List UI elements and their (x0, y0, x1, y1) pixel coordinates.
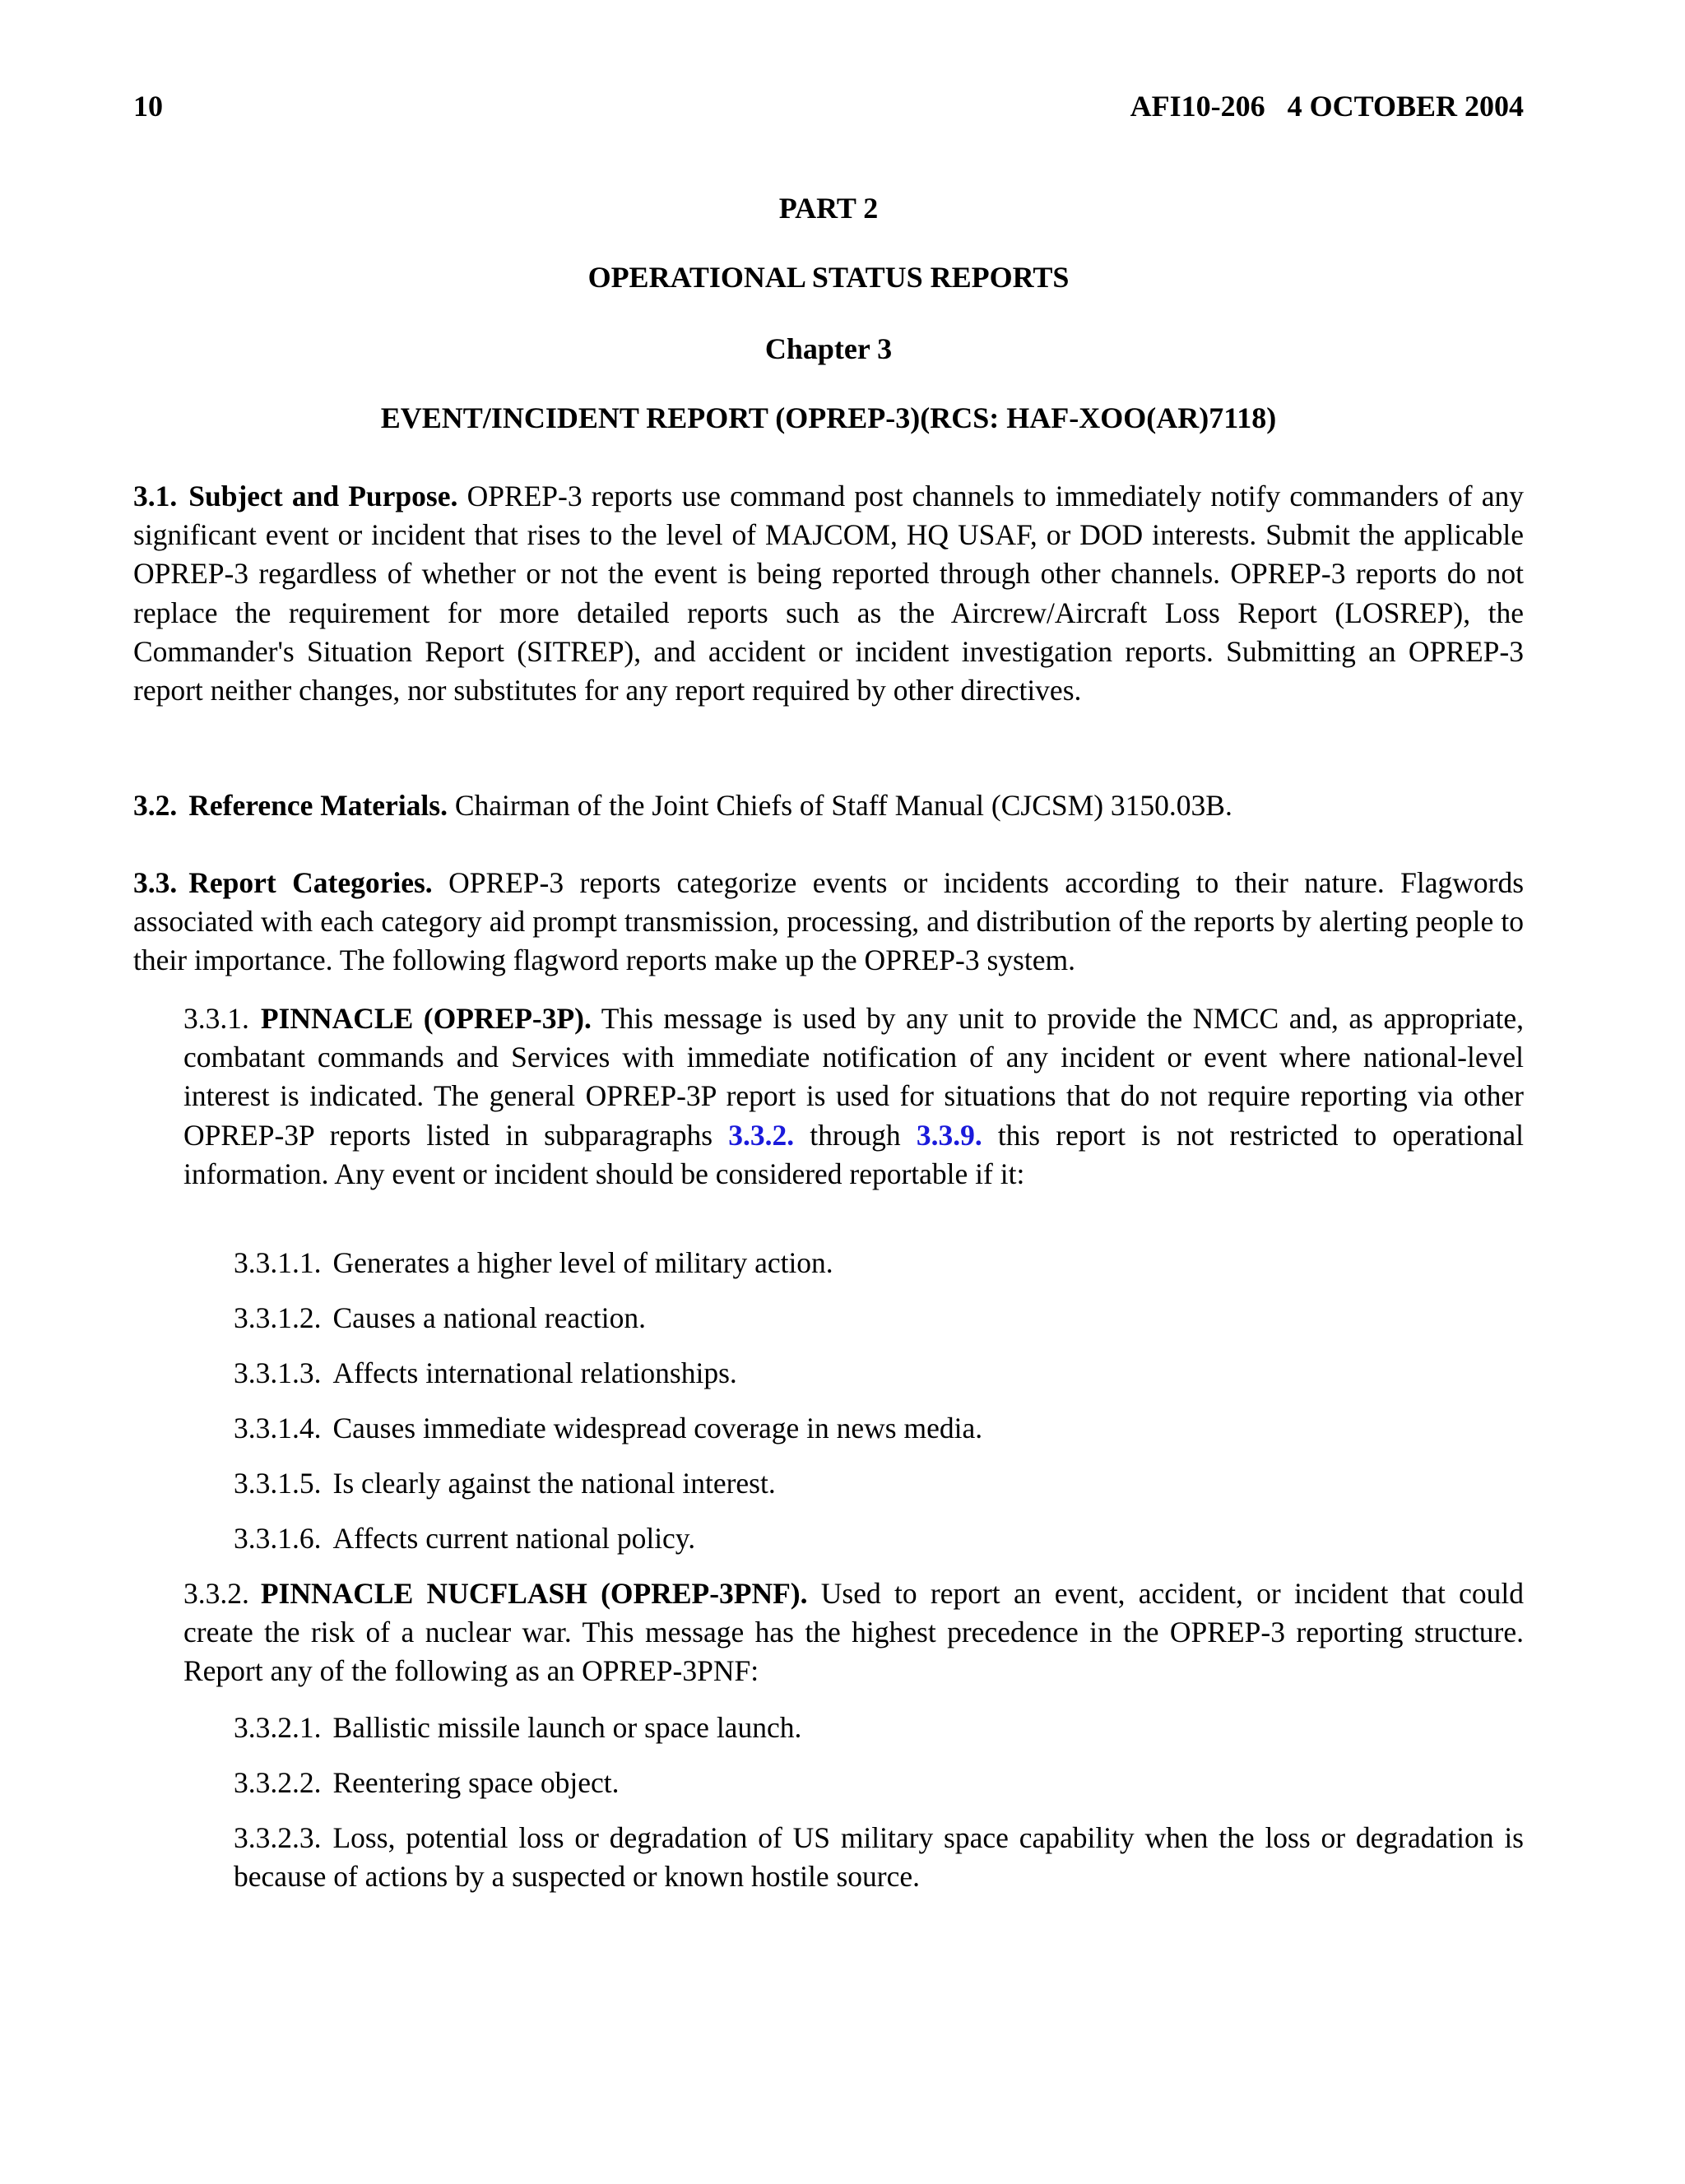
list-item (234, 1709, 1524, 1747)
section-text: OPREP-3 reports use command post channels to immediately notify commanders of any significant event or incident that rises to the level of MAJCOM, HQ USAF, or DOD interests. Submit the applicable OPREP-3 regardless of whether or not the event is being reported through other channels. OPREP-3 reports do not replace the requirement for more detailed reports such as the Aircrew/Aircraft Loss Report (LOSREP), the Commander's Situation Report (SITREP), and accident or incident investigation reports. Submitting an OPREP-3 report neither changes, nor substitutes for any report required by other directives. (133, 480, 1524, 707)
item-text: Causes a national reaction. (332, 1301, 646, 1334)
item-text: Generates a higher level of military action. (332, 1246, 833, 1279)
item-text: Affects current national policy. (332, 1522, 696, 1555)
list-item (234, 1519, 1524, 1558)
item-number: 3.3.2.2. (234, 1766, 322, 1799)
section-number: 3.3. (133, 866, 178, 899)
list-item (234, 1299, 1524, 1338)
section-text: Used to report an event, accident, or incident that could create the risk of a nuclear war. This message has the highest precedence in the OPREP-3 reporting structure. Report any of the following as an OPREP-3PNF: (183, 1577, 1525, 1688)
item-text: Affects international relationships. (332, 1356, 737, 1389)
list-item (234, 1244, 1524, 1282)
section-number: 3.3.2. (183, 1577, 249, 1610)
xref-link-3-3-9[interactable]: 3.3.9. (916, 1118, 982, 1152)
item-number: 3.3.2.1. (234, 1711, 322, 1744)
section-3-1 (133, 477, 1524, 710)
xref-link-3-3-2[interactable]: 3.3.2. (728, 1118, 795, 1152)
section-3-3-2 (183, 1574, 1524, 1691)
page-number: 10 (133, 90, 163, 123)
section-heading: PINNACLE (OPREP-3P). (260, 1002, 592, 1035)
list-item (234, 1819, 1524, 1896)
section-heading: Reference Materials. (188, 789, 448, 822)
list-item (234, 1409, 1524, 1448)
section-3-3-1 (183, 999, 1524, 1194)
document-id: AFI10-206 4 OCTOBER 2004 (1130, 90, 1524, 123)
item-number: 3.3.1.1. (234, 1246, 322, 1279)
section-3-3 (133, 864, 1524, 981)
section-text: through (810, 1118, 901, 1152)
item-number: 3.3.1.6. (234, 1522, 322, 1555)
section-number: 3.3.1. (183, 1002, 249, 1035)
chapter-name: EVENT/INCIDENT REPORT (OPREP-3)(RCS: HAF-XOO(AR)7118) (380, 401, 1277, 434)
list-item (234, 1464, 1524, 1503)
section-number: 3.1. (133, 480, 178, 512)
chapter-title: Chapter 3 (764, 332, 893, 365)
section-3-2 (133, 786, 1524, 825)
item-number: 3.3.2.3. (234, 1821, 322, 1854)
list-item (234, 1764, 1524, 1802)
item-number: 3.3.1.3. (234, 1356, 322, 1389)
part-name: OPERATIONAL STATUS REPORTS (587, 261, 1070, 294)
section-number: 3.2. (133, 789, 178, 822)
item-text: Reentering space object. (332, 1766, 620, 1799)
item-text: Ballistic missile launch or space launch. (332, 1711, 802, 1744)
part-title: PART 2 (778, 192, 879, 225)
item-number: 3.3.1.4. (234, 1412, 322, 1444)
section-text: This message is used by any unit to provide the NMCC and, as appropriate, combatant commands and Services with immediate notification of any incident or event where national-level interest is indicated. The general OPREP-3P report is used for situations that do not require reporting via other OPREP-3P reports listed in subparagraphs (183, 1002, 1524, 1152)
section-text: OPREP-3 reports categorize events or incidents according to their nature. Flagwords associated with each category aid prompt transmission, processing, and distribution of the reports by alerting people to their importance. The following flagword reports make up the OPREP-3 system. (133, 866, 1525, 977)
section-text: Chairman of the Joint Chiefs of Staff Manual (CJCSM) 3150.03B. (454, 789, 1232, 822)
item-text: Is clearly against the national interest. (332, 1467, 776, 1500)
item-text: Causes immediate widespread coverage in news media. (332, 1412, 983, 1444)
item-number: 3.3.1.5. (234, 1467, 322, 1500)
section-heading: PINNACLE NUCFLASH (OPREP-3PNF). (260, 1577, 808, 1610)
page-header (133, 89, 1524, 132)
section-heading: Report Categories. (188, 866, 433, 899)
section-heading: Subject and Purpose. (188, 480, 458, 512)
list-item (234, 1354, 1524, 1393)
section-text: this report is not restricted to operational information. Any event or incident should be considered reportable if it: (183, 1118, 1524, 1190)
item-text: Loss, potential loss or degradation of US military space capability when the loss or degradation is because of actions by a suspected or known hostile source. (234, 1821, 1524, 1894)
item-number: 3.3.1.2. (234, 1301, 322, 1334)
